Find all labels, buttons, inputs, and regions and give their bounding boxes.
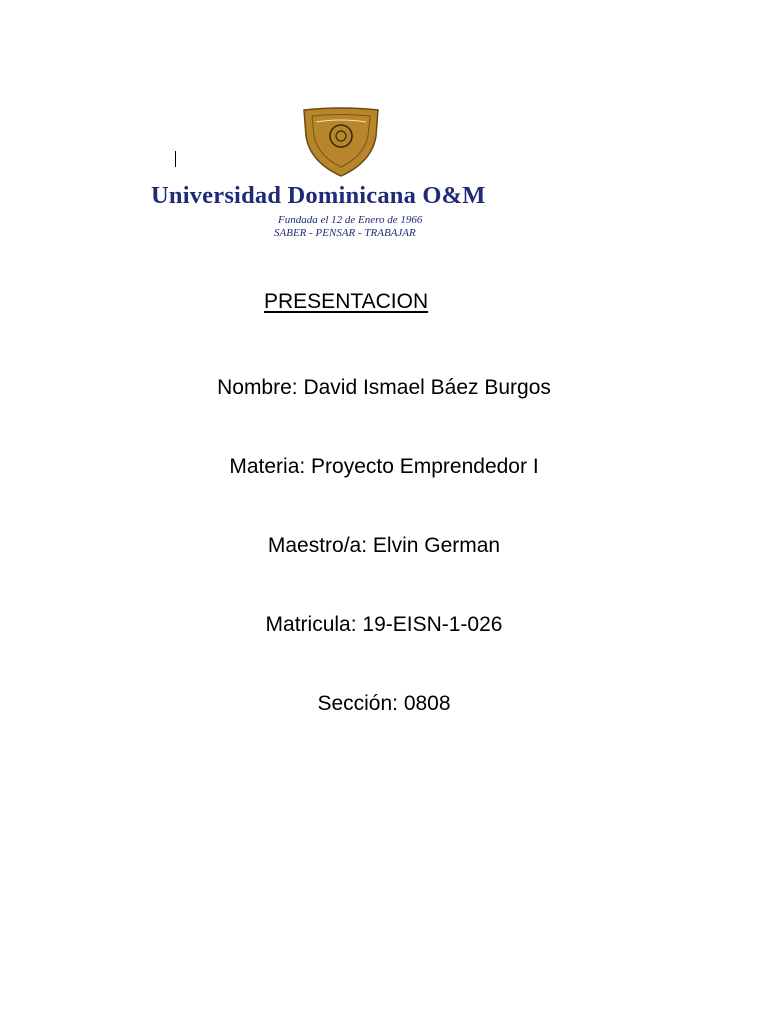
student-name: Nombre: David Ismael Báez Burgos (217, 376, 551, 399)
enrollment-number: Matricula: 19-EISN-1-026 (265, 613, 503, 636)
section: Sección: 0808 (317, 692, 451, 715)
text-cursor-mark (175, 151, 176, 167)
university-motto: SABER - PENSAR - TRABAJAR (274, 227, 416, 239)
page-title: PRESENTACION (264, 290, 429, 313)
founded-date: Fundada el 12 de Enero de 1966 (278, 214, 423, 226)
subject: Materia: Proyecto Emprendedor I (229, 455, 539, 478)
teacher: Maestro/a: Elvin German (267, 534, 501, 557)
university-crest-logo (302, 106, 380, 178)
university-name: Universidad Dominicana O&M (151, 182, 486, 209)
